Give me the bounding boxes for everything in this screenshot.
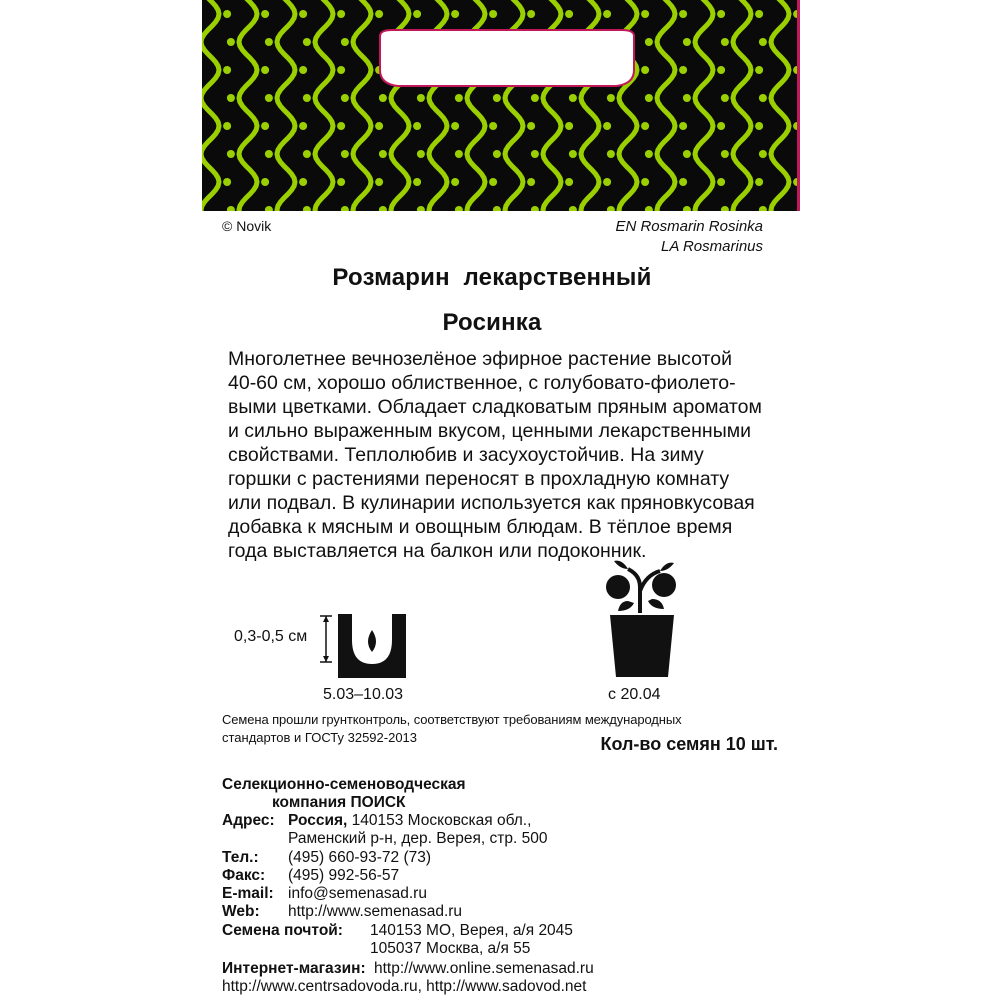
pattern-dot: [379, 94, 387, 102]
pattern-dot: [455, 94, 463, 102]
fax-value: (495) 992-56-57: [288, 867, 400, 884]
pattern-dot: [341, 94, 349, 102]
pattern-dot: [607, 150, 615, 158]
pattern-dot: [489, 122, 497, 130]
pattern-dot: [299, 10, 307, 18]
hang-hole: [380, 30, 634, 86]
pattern-dot: [645, 94, 653, 102]
email-link[interactable]: info@semenasad.ru: [288, 885, 427, 902]
extra-websites[interactable]: http://www.centrsadovoda.ru, http://www.sadovod.net: [222, 978, 587, 995]
address-label: Адрес:: [222, 812, 275, 829]
pattern-dot: [679, 66, 687, 74]
pattern-dot: [717, 10, 725, 18]
pattern-dot: [337, 178, 345, 186]
online-shop-label: Интернет-магазин:: [222, 960, 366, 977]
address-region: 140153 Московская обл.,: [347, 812, 532, 829]
pattern-dot: [565, 122, 573, 130]
pattern-dot: [299, 66, 307, 74]
pattern-dot: [679, 178, 687, 186]
online-shop-link[interactable]: http://www.online.semenasad.ru: [374, 960, 594, 977]
mail-order-line-2: 105037 Москва, а/я 55: [370, 940, 531, 957]
pattern-dot: [641, 66, 649, 74]
planting-date: с 20.04: [608, 686, 661, 703]
seed-count: Кол-во семян 10 шт.: [600, 734, 778, 754]
pattern-dot: [641, 10, 649, 18]
description-line: 40-60 см, хорошо облиственное, с голубовато-фиолето-: [228, 372, 736, 394]
description-line: свойствами. Теплолюбив и засухоустойчив. На зиму: [228, 444, 704, 466]
variety-name: Росинка: [442, 309, 542, 336]
pattern-dot: [303, 150, 311, 158]
address-country: Россия,: [288, 812, 348, 829]
pattern-dot: [223, 122, 231, 130]
pattern-dot: [451, 122, 459, 130]
pattern-dot: [603, 178, 611, 186]
pattern-dot: [265, 94, 273, 102]
phone-label: Тел.:: [222, 849, 259, 866]
web-link[interactable]: http://www.semenasad.ru: [288, 903, 463, 920]
pattern-dot: [755, 122, 763, 130]
pattern-dot: [451, 178, 459, 186]
pattern-dot: [379, 150, 387, 158]
web-label: Web:: [222, 903, 260, 920]
pattern-dot: [223, 10, 231, 18]
pattern-dot: [683, 38, 691, 46]
pattern-dot: [227, 38, 235, 46]
pattern-dot: [717, 122, 725, 130]
pattern-dot: [527, 178, 535, 186]
address-line-2: Раменский р-н, дер. Верея, стр. 500: [288, 830, 548, 847]
certification-line-1: Семена прошли грунтконтроль, соответствуют требованиям международных: [222, 712, 682, 727]
address-line-1: [288, 812, 531, 830]
pattern-dot: [375, 122, 383, 130]
pattern-dot: [607, 94, 615, 102]
pattern-dot: [337, 10, 345, 18]
pattern-dot: [417, 150, 425, 158]
sowing-depth-icon: [318, 612, 408, 680]
pattern-dot: [755, 10, 763, 18]
company-line-1: Селекционно-семеноводческая: [222, 776, 466, 793]
pattern-dot: [721, 38, 729, 46]
pattern-dot: [375, 178, 383, 186]
company-line-2: компания ПОИСК: [272, 794, 406, 811]
pattern-dot: [683, 150, 691, 158]
pattern-dot: [261, 178, 269, 186]
pattern-dot: [341, 38, 349, 46]
description-line: и сильно выраженным вкусом, ценными лекарственными: [228, 420, 752, 442]
mail-order-line-1: 140153 МО, Верея, а/я 2045: [370, 922, 573, 939]
pattern-dot: [299, 122, 307, 130]
pattern-dot: [569, 94, 577, 102]
pattern-dot: [683, 94, 691, 102]
description-line: горшки с растениями переносят в прохладную комнату: [228, 468, 730, 490]
pattern-dot: [417, 94, 425, 102]
pattern-dot: [299, 178, 307, 186]
description-line: Многолетнее вечнозелёное эфирное растение высотой: [228, 348, 732, 370]
pattern-dot: [493, 150, 501, 158]
description-line: добавка к мясным и овощным блюдам. В тёплое время: [228, 516, 733, 538]
pattern-dot: [303, 38, 311, 46]
packet-edge-line: [797, 0, 800, 211]
pattern-dot: [527, 122, 535, 130]
pattern-dot: [455, 150, 463, 158]
pattern-dot: [337, 66, 345, 74]
pattern-dot: [569, 150, 577, 158]
pattern-dot: [721, 150, 729, 158]
pattern-dot: [759, 150, 767, 158]
pattern-dot: [261, 66, 269, 74]
pattern-dot: [717, 178, 725, 186]
pattern-dot: [303, 94, 311, 102]
pattern-dot: [759, 94, 767, 102]
pattern-dot: [565, 10, 573, 18]
pattern-dot: [645, 38, 653, 46]
pattern-dot: [451, 10, 459, 18]
pattern-dot: [531, 150, 539, 158]
product-title: Розмарин лекарственный: [332, 264, 652, 291]
pattern-dot: [261, 122, 269, 130]
pattern-dot: [223, 66, 231, 74]
packet-pattern: [202, 0, 800, 211]
pattern-dot: [603, 10, 611, 18]
pattern-dot: [413, 10, 421, 18]
pattern-dot: [755, 178, 763, 186]
description-line: года выставляется на балкон или подоконник.: [228, 540, 647, 562]
pattern-dot: [489, 10, 497, 18]
pattern-dot: [755, 66, 763, 74]
pattern-dot: [413, 178, 421, 186]
pattern-dot: [227, 150, 235, 158]
copyright: © Novik: [222, 218, 272, 234]
pattern-dot: [603, 122, 611, 130]
description-line: выми цветками. Обладает сладковатым пряным ароматом: [228, 396, 762, 418]
description: [228, 347, 768, 563]
pattern-dot: [413, 122, 421, 130]
pattern-dot: [679, 10, 687, 18]
pattern-dot: [645, 150, 653, 158]
certification-line-2: стандартов и ГОСТу 32592-2013: [222, 730, 418, 745]
email-label: E-mail:: [222, 885, 274, 902]
pattern-dot: [531, 94, 539, 102]
pattern-dot: [493, 94, 501, 102]
mail-order-label: Семена почтой:: [222, 922, 343, 939]
pattern-dot: [721, 94, 729, 102]
pattern-dot: [337, 122, 345, 130]
pattern-dot: [759, 38, 767, 46]
pattern-dot: [341, 150, 349, 158]
pattern-dot: [717, 66, 725, 74]
pattern-dot: [227, 94, 235, 102]
sowing-depth-label: 0,3-0,5 см: [234, 628, 308, 645]
pattern-dot: [565, 178, 573, 186]
pattern-dot: [641, 178, 649, 186]
pattern-dot: [641, 122, 649, 130]
pattern-dot: [489, 178, 497, 186]
potted-plant-icon: [600, 557, 684, 679]
pattern-dot: [223, 178, 231, 186]
pattern-dot: [265, 38, 273, 46]
phone-value: (495) 660-93-72 (73): [288, 849, 432, 866]
pattern-dot: [265, 150, 273, 158]
name-latin: LA Rosmarinus: [661, 238, 763, 255]
name-english: EN Rosmarin Rosinka: [615, 218, 763, 235]
description-line: или подвал. В кулинарии используется как пряновкусовая: [228, 492, 755, 514]
fax-label: Факс:: [222, 867, 266, 884]
pattern-dot: [527, 10, 535, 18]
pattern-dot: [261, 10, 269, 18]
sowing-dates: 5.03–10.03: [323, 686, 404, 703]
pattern-dot: [679, 122, 687, 130]
pattern-dot: [375, 10, 383, 18]
